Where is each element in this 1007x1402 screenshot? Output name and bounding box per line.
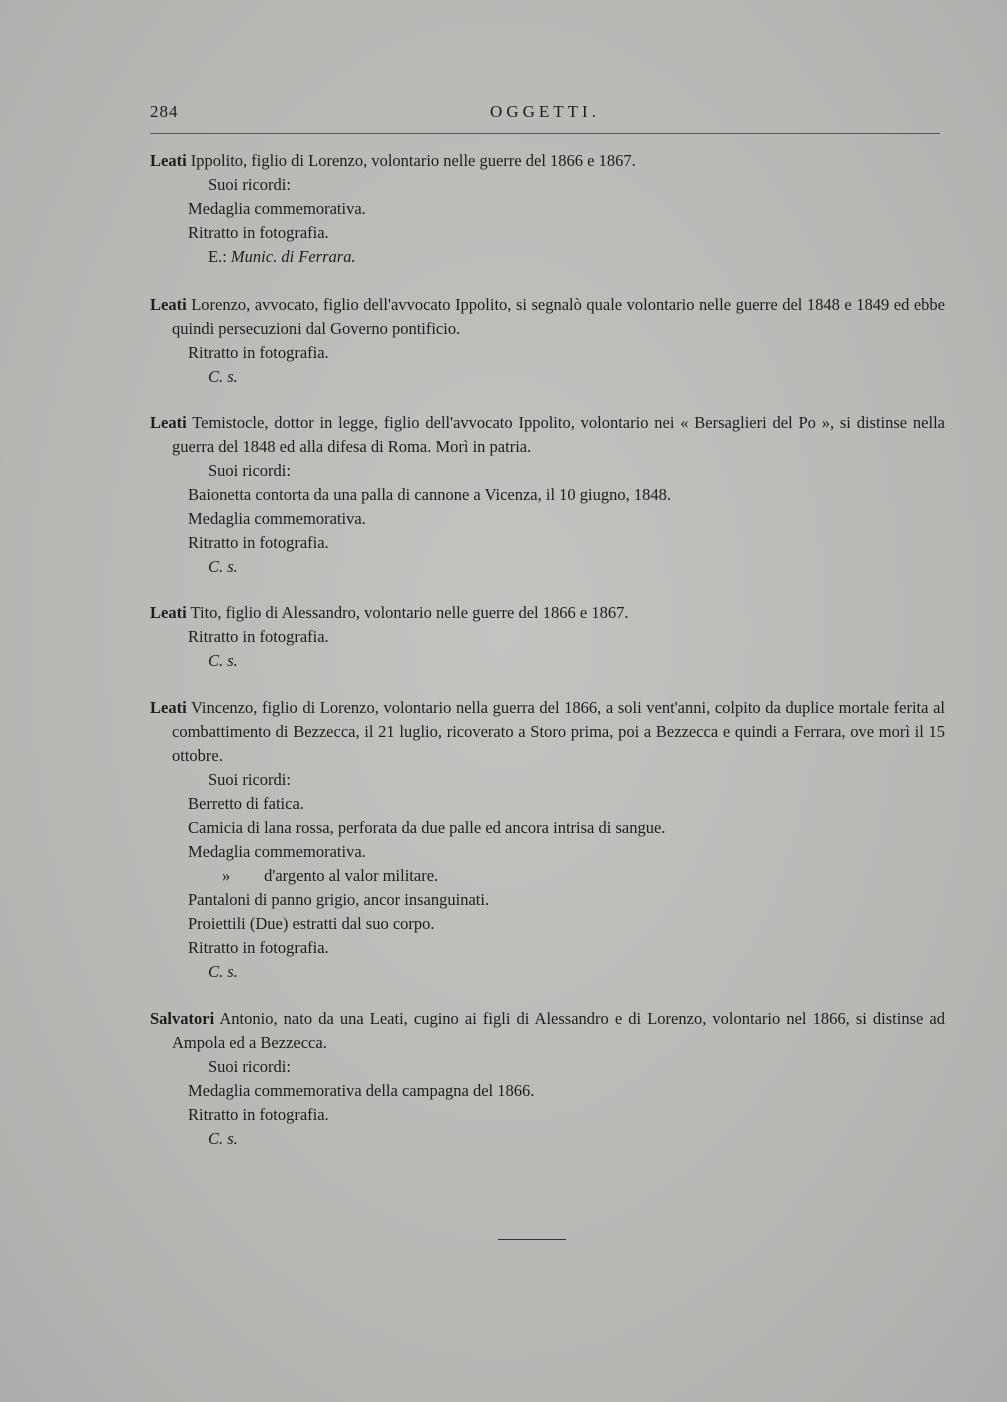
entry-line: Suoi ricordi: xyxy=(208,770,291,789)
entry-line: Ritratto in fotografia. xyxy=(188,1105,329,1124)
entry-surname: Leati xyxy=(150,151,187,170)
page-header xyxy=(150,102,940,126)
entry-source: C. s. xyxy=(208,962,238,981)
entry-source: C. s. xyxy=(208,367,238,386)
page-number: 284 xyxy=(150,102,179,121)
entry-text: Tito, figlio di Alessandro, volontario nelle guerre del 1866 e 1867. xyxy=(190,603,629,622)
footer-rule xyxy=(498,1239,566,1240)
source-label: E.: xyxy=(208,247,227,266)
header-rule xyxy=(150,133,940,134)
entry-surname: Leati xyxy=(150,698,187,717)
source-text: Munic. di Ferrara. xyxy=(230,247,356,266)
entry-text: Antonio, nato da una Leati, cugino ai figli di Alessandro e di Lorenzo, volontario nel 1866, si distinse ad Ampola ed a Bezzecca. xyxy=(172,1009,946,1052)
entry-paragraph xyxy=(150,1007,945,1055)
entry-text: Lorenzo, avvocato, figlio dell'avvocato Ippolito, si segnalò quale volontario nelle guerre del 1848 e 1849 ed ebbe quindi persecuzioni dal Governo pontificio. xyxy=(172,295,946,338)
entry-line: Medaglia commemorativa. xyxy=(188,509,366,528)
entry-line: Suoi ricordi: xyxy=(208,1057,291,1076)
entry-leati-vincenzo xyxy=(150,696,945,984)
entry-line: Camicia di lana rossa, perforata da due palle ed ancora intrisa di sangue. xyxy=(188,818,666,837)
entry-line: Ritratto in fotografia. xyxy=(188,533,329,552)
entry-leati-temistocle xyxy=(150,411,945,579)
entry-source: C. s. xyxy=(208,557,238,576)
entry-line: Ritratto in fotografia. xyxy=(188,627,329,646)
entry-line: Baionetta contorta da una palla di cannone a Vicenza, il 10 giugno, 1848. xyxy=(188,485,672,504)
entry-line: Berretto di fatica. xyxy=(188,794,304,813)
entry-line: Ritratto in fotografia. xyxy=(188,223,329,242)
entry-paragraph xyxy=(150,601,945,625)
entry-paragraph xyxy=(150,293,945,341)
entry-salvatori-antonio xyxy=(150,1007,945,1151)
entry-surname: Leati xyxy=(150,603,187,622)
entry-line: Ritratto in fotografia. xyxy=(188,343,329,362)
entry-line: Medaglia commemorativa. xyxy=(188,199,366,218)
ditto-mark: » xyxy=(222,866,231,885)
entry-surname: Salvatori xyxy=(150,1009,215,1028)
entry-paragraph xyxy=(150,149,945,173)
entry-source: C. s. xyxy=(208,651,238,670)
entry-text: Temistocle, dottor in legge, figlio dell'avvocato Ippolito, volontario nei « Bersaglieri del Po », si distinse nella guerra del 1848 ed alla difesa di Roma. Morì in patria. xyxy=(172,413,945,456)
entry-text: Ippolito, figlio di Lorenzo, volontario nelle guerre del 1866 e 1867. xyxy=(190,151,636,170)
entry-paragraph xyxy=(150,696,945,768)
entry-leati-tito xyxy=(150,601,945,673)
running-title: OGGETTI. xyxy=(490,102,600,121)
entry-line: Medaglia commemorativa. xyxy=(188,842,366,861)
entry-source xyxy=(150,245,945,269)
entry-paragraph xyxy=(150,411,945,459)
entry-line: Suoi ricordi: xyxy=(208,175,291,194)
entry-text: Vincenzo, figlio di Lorenzo, volontario nella guerra del 1866, a soli vent'anni, colpito da duplice mortale ferita al combattimento di Bezzecca, il 21 luglio, ricoverato a Storo prima, poi a Bezzecca e quindi a Ferrara, ove morì il 15 ottobre. xyxy=(172,698,945,765)
entry-line: Proiettili (Due) estratti dal suo corpo. xyxy=(188,914,435,933)
entry-line xyxy=(150,864,945,888)
entry-source: C. s. xyxy=(208,1129,238,1148)
entry-line: Suoi ricordi: xyxy=(208,461,291,480)
ditto-line-text: d'argento al valor militare. xyxy=(264,866,439,885)
entry-leati-lorenzo xyxy=(150,293,945,389)
entry-line: Ritratto in fotografia. xyxy=(188,938,329,957)
entry-surname: Leati xyxy=(150,413,187,432)
entry-leati-ippolito xyxy=(150,149,945,269)
entry-surname: Leati xyxy=(150,295,187,314)
entry-line: Medaglia commemorativa della campagna del 1866. xyxy=(188,1081,535,1100)
entry-line: Pantaloni di panno grigio, ancor insanguinati. xyxy=(188,890,490,909)
